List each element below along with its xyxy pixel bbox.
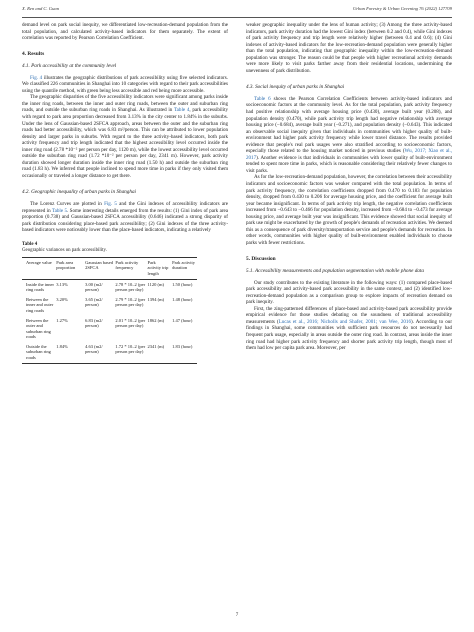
header-authors: X. Ren and C. Guan — [22, 6, 60, 11]
section-5-heading: 5. Discussion — [246, 255, 276, 262]
table-cell: 1120 (m) — [147, 281, 164, 287]
fig5-link[interactable]: Fig. 5 — [104, 201, 117, 208]
header-rule — [22, 17, 452, 18]
table4-link[interactable]: Table 4 — [173, 107, 190, 114]
paragraph-4-1-a: Fig. 4 illustrates the geographic distributions of park accessibility using five selected indicators. We classified 226 communities in Shanghai into 10 categories with regard to their park accessibilities using the quantile method, with green being less accessible and red being more accessible. — [22, 74, 228, 94]
table-header-cell: Park activity trip length — [148, 257, 173, 279]
table-cell: 1.47 (hour) — [172, 317, 193, 323]
table-cell: 1394 (m) — [147, 296, 165, 302]
right-column — [246, 22, 452, 352]
table-cell: 1.48 (hour) — [172, 296, 193, 302]
table-label: Table 4 — [22, 241, 38, 247]
table-cell: 1.72 * 10–2 (per person per day) — [115, 342, 147, 363]
section-4-heading: 4. Results — [22, 50, 45, 57]
table-cell: 1862 (m) — [147, 317, 165, 323]
table-cell: Inside the inner ring roads — [26, 281, 54, 293]
table-row — [22, 342, 197, 363]
paragraph-5-1-b: First, the zing-patterned differences of place-based and activity-based park accessibility provide empirical evidence for those studies debating on the soundness of traditional accessibility measurements (Lucas et al., 2016; Nicholls and Shafer, 2001; van Wee, 2016). According to our findings in Shanghai, some communities with sufficient park resources do not necessarily had frequent park usage, especially in areas outside the outer ring road. In contrast, areas inside the inner ring road had higher park activity frequency and shorter park activity trip length, though most of them had low per capita park area. Moreover, per — [246, 305, 453, 352]
table-cell: Between the outer and suburban ring roads — [26, 317, 51, 340]
table-header-cell: Average value — [22, 257, 56, 279]
paragraph-5-1-a: Our study contributes to the existing literature in the following ways: (1) compared place-based park accessibility and activity-based park accessibility in the same context, and (2) identified low-recreation-demand population as a comparison group to explore impacts of recreation demand on park inequity. — [246, 279, 452, 306]
table-row — [22, 279, 197, 295]
paragraph-4-3-b: As for the low-recreation-demand population, however, the correlation between their accessibility indicators and socioeconomic factors was weaker compared with the total population. In terms of park activity frequency, the correlation coefficients dropped from 0.470 to 0.183 for population density, dropped from 0.430 to 0.206 for average housing price, and the coefficient for average built year became insignificant. In terms of park activity trip length, the negative correlation coefficients increased from −0.643 to −0.466 for population density, increased from −0.684 to −0.473 for average housing price, and average built year was insignificant. This evidence showed that social inequity of park use might be exacerbated by the growth of people's demands of recreation activities. We deemed this as a consequence of park diversity/transportation service and people's demands for recreation. In other words, communities with higher quality of built-environment enabled individuals to choose parks with fewer restrictions. — [246, 174, 452, 246]
table-cell: 3.00 (m2/ person) — [85, 281, 103, 293]
table-row — [22, 295, 197, 316]
table-header-cell: Park activity duration — [172, 257, 197, 279]
table-caption — [22, 242, 228, 254]
paragraph-intro: demand level on park social inequity, we differentiated low-recreation-demand population from the total population, and calculated activity-based indicators for them separately. The extent of correlation was reported by Pearson Correlation Coefficient. — [22, 22, 228, 42]
left-column — [22, 22, 228, 364]
table-cell: 3.20% — [56, 296, 68, 302]
fig4-link[interactable]: Fig. 4 — [30, 74, 43, 81]
table-cell: 4.63 (m2/ person) — [85, 342, 115, 363]
paragraph-4-3-a: Table 6 shows the Pearson Correlation Coefficients between activity-based indicators and socioeconomic factors at the community level. As for the total population, park activity frequency had positive relationship with average housing price (0.430), average built year (0.208), and population density (0.470), while park activity trip length had negative relationship with average housing price (−0.684), average built year (−0.271), and population density (−0.643). This indicated an observable social inequity given that individuals in communities with higher quality of built-environment had higher park activity frequency while lower travel distance. The results provided evidence that people's real park usages were also stratified according to socioeconomic factors, especially those related to the housing market noticed in previous studies (Wu, 2017; Xiao et al., 2017). Another evidence is that individuals in communities with lower quality of built-environment tended to spent more time in parks, which is reasonable considering their relatively fewer changes to visit parks. — [246, 95, 452, 174]
table-cell: 6.83 (m2/ person) — [85, 317, 103, 329]
paragraph-4-1-b: The geographic disparities of the five accessibility indicators were significant among parks inside the inner ring roads, between the inner and outer ring roads, between the outer and suburban ring roads, and outside the suburban ring roads in Shanghai. As illustrated in Table 4, park accessibility with regard to park area proportion decreased from 3.13% in the city center to 1.84% in the suburbs. Under the lens of Gaussian-based 2SFCA approach, areas between the outer and the suburban ring roads had better accessibility, which was 6.83 m²/person. This can be attributed to lower population density and larger parks in suburbs. With regard to the three activity-based indicators, both park activity frequency and trip length indicated that the highest accessibility level occurred inside the inner ring road (2.78 *10⁻² per person per day, 1120 m), while the lowest accessibility level occurred outside the suburban ring road (1.72 *10⁻² per person per day, 2341 m). However, park activity duration showed longer duration inside the inner ring road (1.50 h) and outside the suburban ring road (1.83 h). We inferred that people inclined to spend more time in parks if they only visited them occasionally or traveled a longer distance to get there. — [22, 94, 229, 179]
table-row — [22, 316, 197, 342]
table-cell: Between the inner and outer ring roads — [26, 296, 54, 313]
table-cell: 2.79 * 10–2 (per person per day) — [115, 296, 146, 308]
citation-link[interactable]: Lucas et al., 2016; Nicholls and Shafer, 2001; van Wee, 2016 — [278, 318, 411, 325]
table-cell: 1.83 (hour) — [172, 342, 197, 363]
table-cell: 1.27% — [56, 317, 68, 323]
section-5-1-heading: 5.1. Accessibility measurements and population segmentation with mobile phone data — [246, 268, 424, 275]
page-number: 7 — [235, 613, 239, 618]
section-4-3-heading: 4.3. Social inequity of urban parks in Shanghai — [246, 84, 345, 91]
table-4 — [22, 257, 197, 364]
table-cell: 2.78 * 10–2 (per person per day) — [115, 281, 146, 293]
table-header-cell: Park area proportion — [56, 257, 85, 279]
table-header-row — [22, 257, 197, 279]
table-cell: 1.84% — [56, 342, 85, 363]
table5-link[interactable]: Table 5 — [51, 207, 67, 214]
table-cell: 3.13% — [56, 281, 68, 287]
table-cell: 2.01 * 10–2 (per person per day) — [115, 317, 146, 329]
paragraph-continued: weaker geographic inequality under the lens of human activity; (3) Among the three activity-based indicators, park activity duration had the lowest Gini index (between 0.2 and 0.4), while Gini indexes of park activity frequency and trip length were relatively higher (between 0.4 and 0.6); (4) Gini indexes of activity-based indicators for the low-recreation-demand population were generally higher than the total population, indicating that geographic inequality within the low-recreation-demand population was stronger. The reason could be that people with higher recreational activity demands were more likely to visit parks farther away from their residential locations, undermining the unevenness of park distribution. — [246, 22, 452, 74]
header-journal: Urban Forestry & Urban Greening 76 (2022) 127709 — [352, 6, 452, 11]
table-caption-text: Geographic variances on park accessibility. — [22, 247, 107, 253]
table-cell: Outside the suburban ring roads — [22, 342, 56, 363]
running-header — [22, 6, 452, 16]
table-cell: 2341 (m) — [148, 342, 173, 363]
section-4-2-heading: 4.2. Geographic inequality of urban parks in Shanghai — [22, 189, 136, 196]
citation-link[interactable]: Wu, 2017; Xiao et al., 2017 — [246, 148, 452, 161]
table6-link[interactable]: Table 6 — [254, 95, 271, 102]
paragraph-4-2: The Lorenz Curves are plotted in Fig. 5 and the Gini indexes of accessibility indicators are represented in Table 5. Some interesting details emerged from the results: (1) Gini index of park area proportion (0.738) and Gaussian-based 2SFCA accessibility (0.646) indicated a strong disparity of park distribution considering place-based park accessibility; (2) Gini indexes of the three activity-based indicators were noticeably lower than the place-based indicators, indicating a relatively — [22, 201, 229, 234]
table-header-cell: Park activity frequency — [115, 257, 147, 279]
table-cell: 3.65 (m2/ person) — [85, 296, 103, 308]
table-header-cell: Gaussian based 2SFCA — [85, 257, 115, 279]
table-cell: 1.50 (hour) — [172, 281, 193, 287]
section-4-1-heading: 4.1. Park accessibility at the community level — [22, 63, 117, 70]
